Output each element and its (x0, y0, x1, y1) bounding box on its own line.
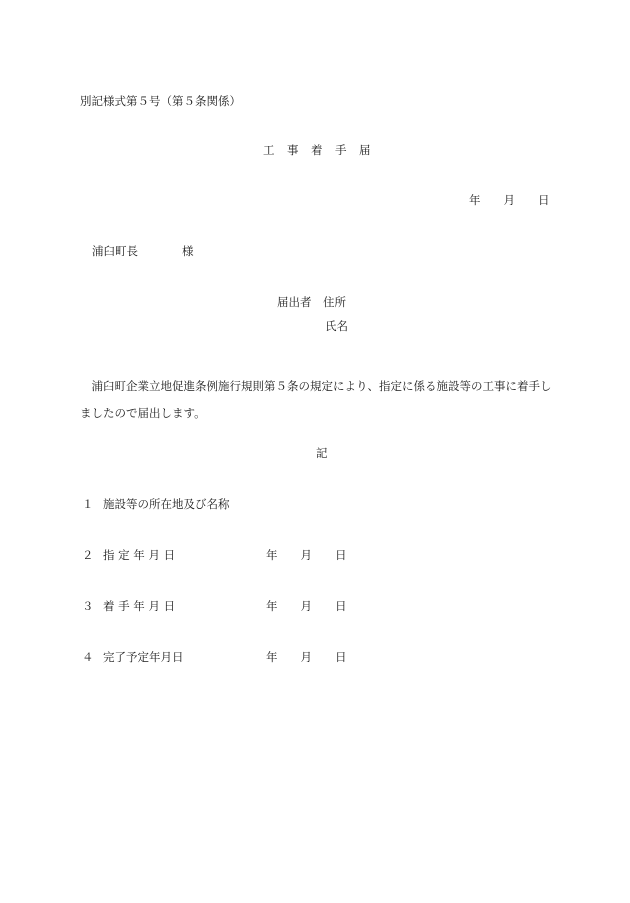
addressee (92, 246, 194, 258)
form-number: 別記様式第５号（第５条関係） (80, 94, 241, 108)
document-title: 工 事 着 手 届 (263, 143, 371, 157)
item-number: ４ (82, 650, 94, 664)
item-label-completion-date: 完了予定年月日 (103, 650, 184, 664)
item-date-designation: 年 月 日 (266, 548, 347, 562)
applicant-name-label: 氏名 (325, 319, 348, 333)
item-label-facility: 施設等の所在地及び名称 (103, 497, 230, 511)
item-number: １ (82, 497, 94, 511)
item-number: ３ (82, 599, 94, 613)
submission-date: 年 月 日 (469, 193, 550, 207)
body-paragraph: 浦臼町企業立地促進条例施行規則第５条の規定により、指定に係る施設等の工事に着手しましたので届出します。 (80, 379, 552, 420)
item-label-start-date: 着 手 年 月 日 (103, 599, 176, 613)
item-date-start: 年 月 日 (266, 599, 347, 613)
item-date-completion: 年 月 日 (266, 650, 347, 664)
item-number: ２ (82, 548, 94, 562)
ki-heading: 記 (316, 446, 328, 460)
item-label-designation-date: 指 定 年 月 日 (103, 548, 176, 562)
addressee-honorific: 様 (182, 244, 194, 258)
addressee-name: 浦臼町長 (92, 244, 138, 258)
applicant-address-label: 届出者 住所 (277, 295, 346, 309)
